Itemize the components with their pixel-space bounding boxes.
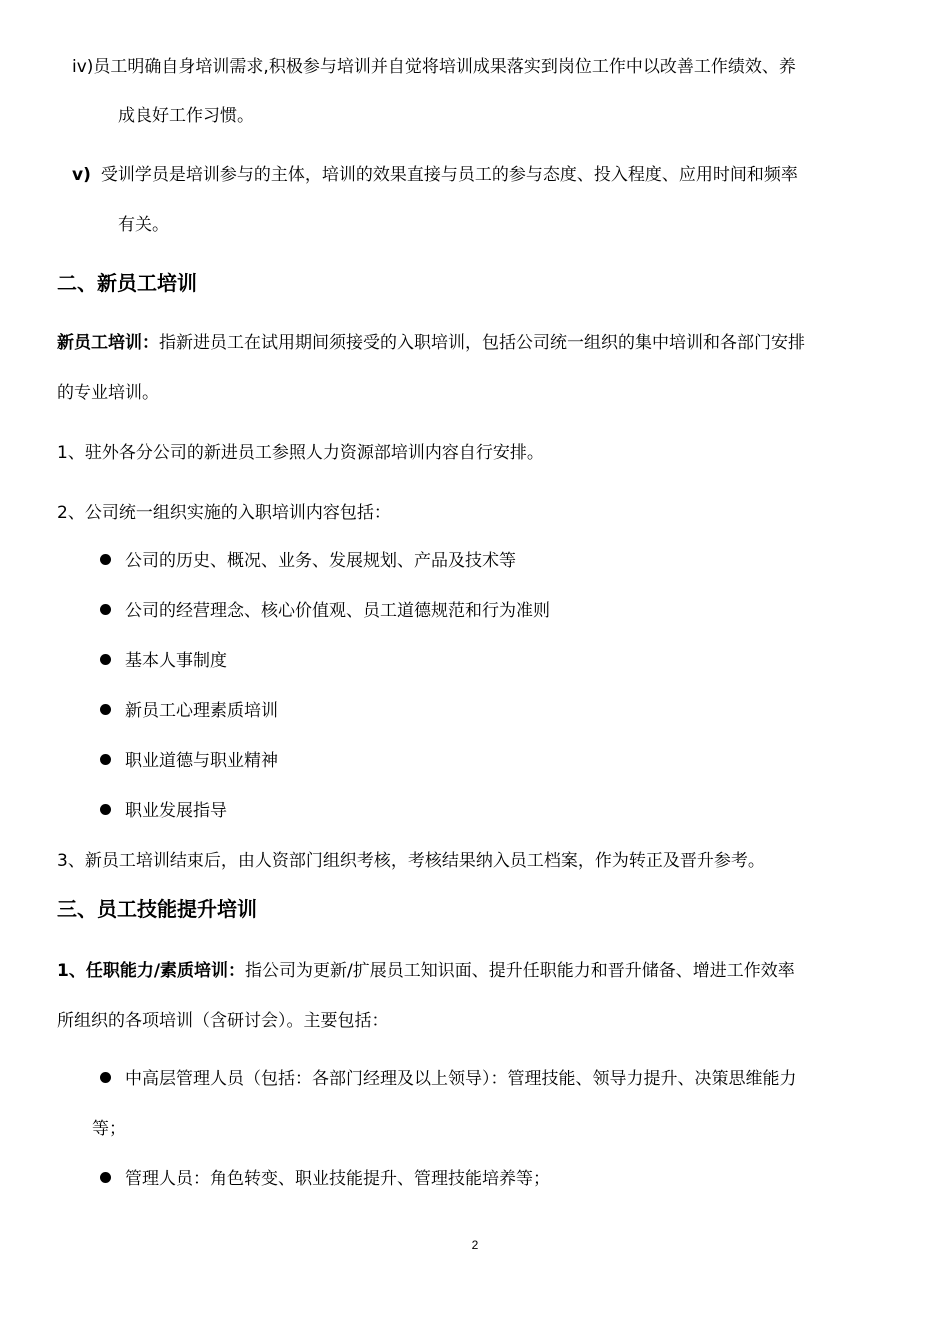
bullet-text: 职业道德与职业精神 <box>125 751 278 771</box>
page-number: 2 <box>471 1238 479 1252</box>
paragraph-v-line1 <box>72 164 798 186</box>
bullet-senior-managers-continuation: 等； <box>92 1119 126 1139</box>
bullet-icon <box>100 754 111 765</box>
competency-training-text: 指公司为更新/扩展员工知识面、提升任职能力和晋升储备、增进工作效率 <box>245 961 795 981</box>
bullet-item-managers <box>100 1168 550 1190</box>
bullet-text: 职业发展指导 <box>125 801 227 821</box>
bullet-item <box>100 700 278 722</box>
bullet-text: 新员工心理素质培训 <box>125 701 278 721</box>
bullet-text: 公司的经营理念、核心价值观、员工道德规范和行为准则 <box>125 601 550 621</box>
bullet-item <box>100 600 550 622</box>
bullet-icon <box>100 804 111 815</box>
new-employee-definition-text: 指新进员工在试用期间须接受的入职培训，包括公司统一组织的集中培训和各部门安排 <box>159 333 805 353</box>
bullet-item <box>100 800 227 822</box>
section-heading-skill-training: 三、员工技能提升培训 <box>57 897 257 921</box>
paragraph-v-line2: 有关。 <box>118 215 169 235</box>
new-employee-definition-line2: 的专业培训。 <box>57 383 159 403</box>
bullet-item-senior-managers <box>100 1068 797 1090</box>
bullet-icon <box>100 1072 111 1083</box>
competency-training-line1 <box>57 960 795 982</box>
bullet-icon <box>100 1172 111 1183</box>
new-employee-definition-term: 新员工培训： <box>57 333 159 353</box>
bullet-text: 中高层管理人员（包括：各部门经理及以上领导）：管理技能、领导力提升、决策思维能力 <box>125 1069 797 1089</box>
paragraph-v-marker: v) <box>72 165 91 185</box>
competency-training-line2: 所组织的各项培训（含研讨会）。主要包括： <box>57 1011 389 1031</box>
bullet-icon <box>100 554 111 565</box>
paragraph-iv-line1: iv)员工明确自身培训需求,积极参与培训并自觉将培训成果落实到岗位工作中以改善工作绩效、养 <box>72 57 796 77</box>
list-item-1: 1、驻外各分公司的新进员工参照人力资源部培训内容自行安排。 <box>57 443 544 463</box>
list-item-3: 3、新员工培训结束后，由人资部门组织考核，考核结果纳入员工档案，作为转正及晋升参考。 <box>57 851 765 871</box>
list-item-2: 2、公司统一组织实施的入职培训内容包括： <box>57 503 391 523</box>
bullet-text: 管理人员：角色转变、职业技能提升、管理技能培养等； <box>125 1169 550 1189</box>
new-employee-definition-line1 <box>57 332 805 354</box>
section-heading-new-employee-training: 二、新员工培训 <box>57 271 197 295</box>
bullet-text: 基本人事制度 <box>125 651 227 671</box>
bullet-icon <box>100 604 111 615</box>
bullet-item <box>100 750 278 772</box>
bullet-icon <box>100 704 111 715</box>
bullet-text: 公司的历史、概况、业务、发展规划、产品及技术等 <box>125 551 516 571</box>
bullet-item <box>100 550 516 572</box>
paragraph-v-text: 受训学员是培训参与的主体，培训的效果直接与员工的参与态度、投入程度、应用时间和频率 <box>100 165 798 185</box>
competency-training-term: 1、任职能力/素质培训： <box>57 961 246 981</box>
bullet-item <box>100 650 227 672</box>
paragraph-iv-line2: 成良好工作习惯。 <box>118 106 254 126</box>
bullet-icon <box>100 654 111 665</box>
